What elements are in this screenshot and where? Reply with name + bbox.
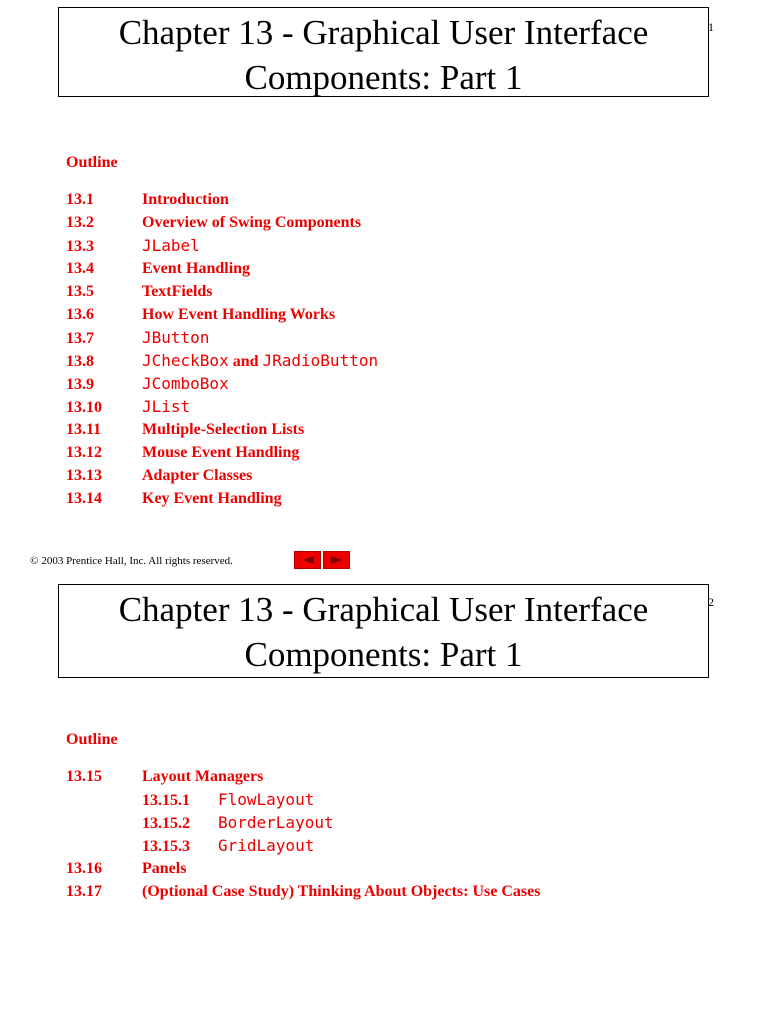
slide-title-line-2: Components: Part 1 xyxy=(244,635,523,674)
outline-heading: Outline xyxy=(66,731,118,748)
outline-item-number: 13.4 xyxy=(66,260,94,277)
outline-item-label: and xyxy=(228,353,263,370)
slide-title xyxy=(58,584,709,678)
outline-item[interactable] xyxy=(66,326,378,349)
outline-item[interactable] xyxy=(66,418,378,441)
outline-item-label: Overview of Swing Components xyxy=(142,214,362,231)
outline-list xyxy=(66,765,540,903)
outline-item[interactable] xyxy=(66,188,378,211)
outline-item[interactable] xyxy=(66,303,378,326)
page-number: 2 xyxy=(708,595,714,609)
outline-item-number: 13.15.2 xyxy=(142,815,190,832)
outline-item-number: 13.2 xyxy=(66,214,94,231)
outline-item[interactable] xyxy=(66,257,378,280)
outline-item-number: 13.15.1 xyxy=(142,792,190,809)
outline-item-code-label: JList xyxy=(142,397,191,416)
outline-item-label: Key Event Handling xyxy=(142,490,282,507)
outline-item-number: 13.1 xyxy=(66,191,94,208)
previous-slide-button[interactable] xyxy=(294,551,321,569)
outline-item-number: 13.15.3 xyxy=(142,838,190,855)
outline-item-code-label: JCheckBox xyxy=(142,351,229,370)
triangle-left-icon xyxy=(301,555,315,565)
slide-navigation xyxy=(294,551,350,569)
outline-item-code-label: JRadioButton xyxy=(262,351,379,370)
outline-item[interactable] xyxy=(66,441,378,464)
slide-title-line-2: Components: Part 1 xyxy=(244,58,523,97)
copyright-icon: © xyxy=(30,555,39,567)
page-number: 1 xyxy=(708,20,714,34)
outline-item-number: 13.11 xyxy=(66,421,102,438)
outline-item[interactable] xyxy=(66,487,378,510)
outline-item-label: Panels xyxy=(142,860,187,877)
outline-item-number: 13.16 xyxy=(66,860,102,877)
outline-heading: Outline xyxy=(66,154,118,171)
outline-item-code-label: GridLayout xyxy=(218,836,315,855)
outline-item-number: 13.17 xyxy=(66,883,102,900)
outline-item-number: 13.9 xyxy=(66,376,94,393)
copyright-text: 2003 Prentice Hall, Inc. All rights reserved. xyxy=(41,555,233,567)
outline-item-number: 13.13 xyxy=(66,467,102,484)
outline-item[interactable] xyxy=(66,880,540,903)
outline-item-number: 13.14 xyxy=(66,490,102,507)
outline-item-code-label: JLabel xyxy=(142,236,200,255)
outline-item-number: 13.15 xyxy=(66,768,102,785)
outline-item[interactable] xyxy=(66,857,540,880)
outline-item-code-label: FlowLayout xyxy=(218,790,315,809)
outline-item[interactable] xyxy=(66,464,378,487)
outline-item-number: 13.3 xyxy=(66,238,94,255)
outline-item[interactable] xyxy=(66,834,540,857)
outline-item-code-label: JComboBox xyxy=(142,374,229,393)
outline-item-number: 13.12 xyxy=(66,444,102,461)
outline-item-code-label: BorderLayout xyxy=(218,813,334,832)
slide-title-line-1: Chapter 13 - Graphical User Interface xyxy=(118,13,649,52)
outline-item[interactable] xyxy=(66,349,378,372)
outline-item[interactable] xyxy=(66,372,378,395)
outline-item-label: TextFields xyxy=(142,283,213,300)
outline-item-label: Event Handling xyxy=(142,260,251,277)
outline-item-label: Multiple-Selection Lists xyxy=(142,421,305,438)
outline-item-label: Layout Managers xyxy=(142,768,264,785)
slide-2 xyxy=(0,577,768,1024)
outline-item-number: 13.10 xyxy=(66,399,102,416)
outline-item[interactable] xyxy=(66,811,540,834)
outline-item-code-label: JButton xyxy=(142,328,210,347)
copyright-footer xyxy=(30,555,233,567)
outline-item-label: Mouse Event Handling xyxy=(142,444,300,461)
outline-item-number: 13.6 xyxy=(66,306,94,323)
outline-item-label: Introduction xyxy=(142,191,229,208)
outline-item[interactable] xyxy=(66,395,378,418)
outline-item[interactable] xyxy=(66,765,540,788)
outline-item-number: 13.8 xyxy=(66,353,94,370)
outline-list xyxy=(66,188,378,510)
outline-item[interactable] xyxy=(66,211,378,234)
outline-item-number: 13.5 xyxy=(66,283,94,300)
outline-item[interactable] xyxy=(66,280,378,303)
outline-item-label: (Optional Case Study) Thinking About Objects: Use Cases xyxy=(142,883,541,900)
outline-item[interactable] xyxy=(66,788,540,811)
next-slide-button[interactable] xyxy=(323,551,350,569)
outline-item-number: 13.7 xyxy=(66,330,94,347)
outline-item-label: How Event Handling Works xyxy=(142,306,336,323)
slide-title xyxy=(58,7,709,97)
outline-item[interactable] xyxy=(66,234,378,257)
triangle-right-icon xyxy=(330,555,344,565)
outline-item-label: Adapter Classes xyxy=(142,467,253,484)
slide-title-line-1: Chapter 13 - Graphical User Interface xyxy=(118,590,649,629)
